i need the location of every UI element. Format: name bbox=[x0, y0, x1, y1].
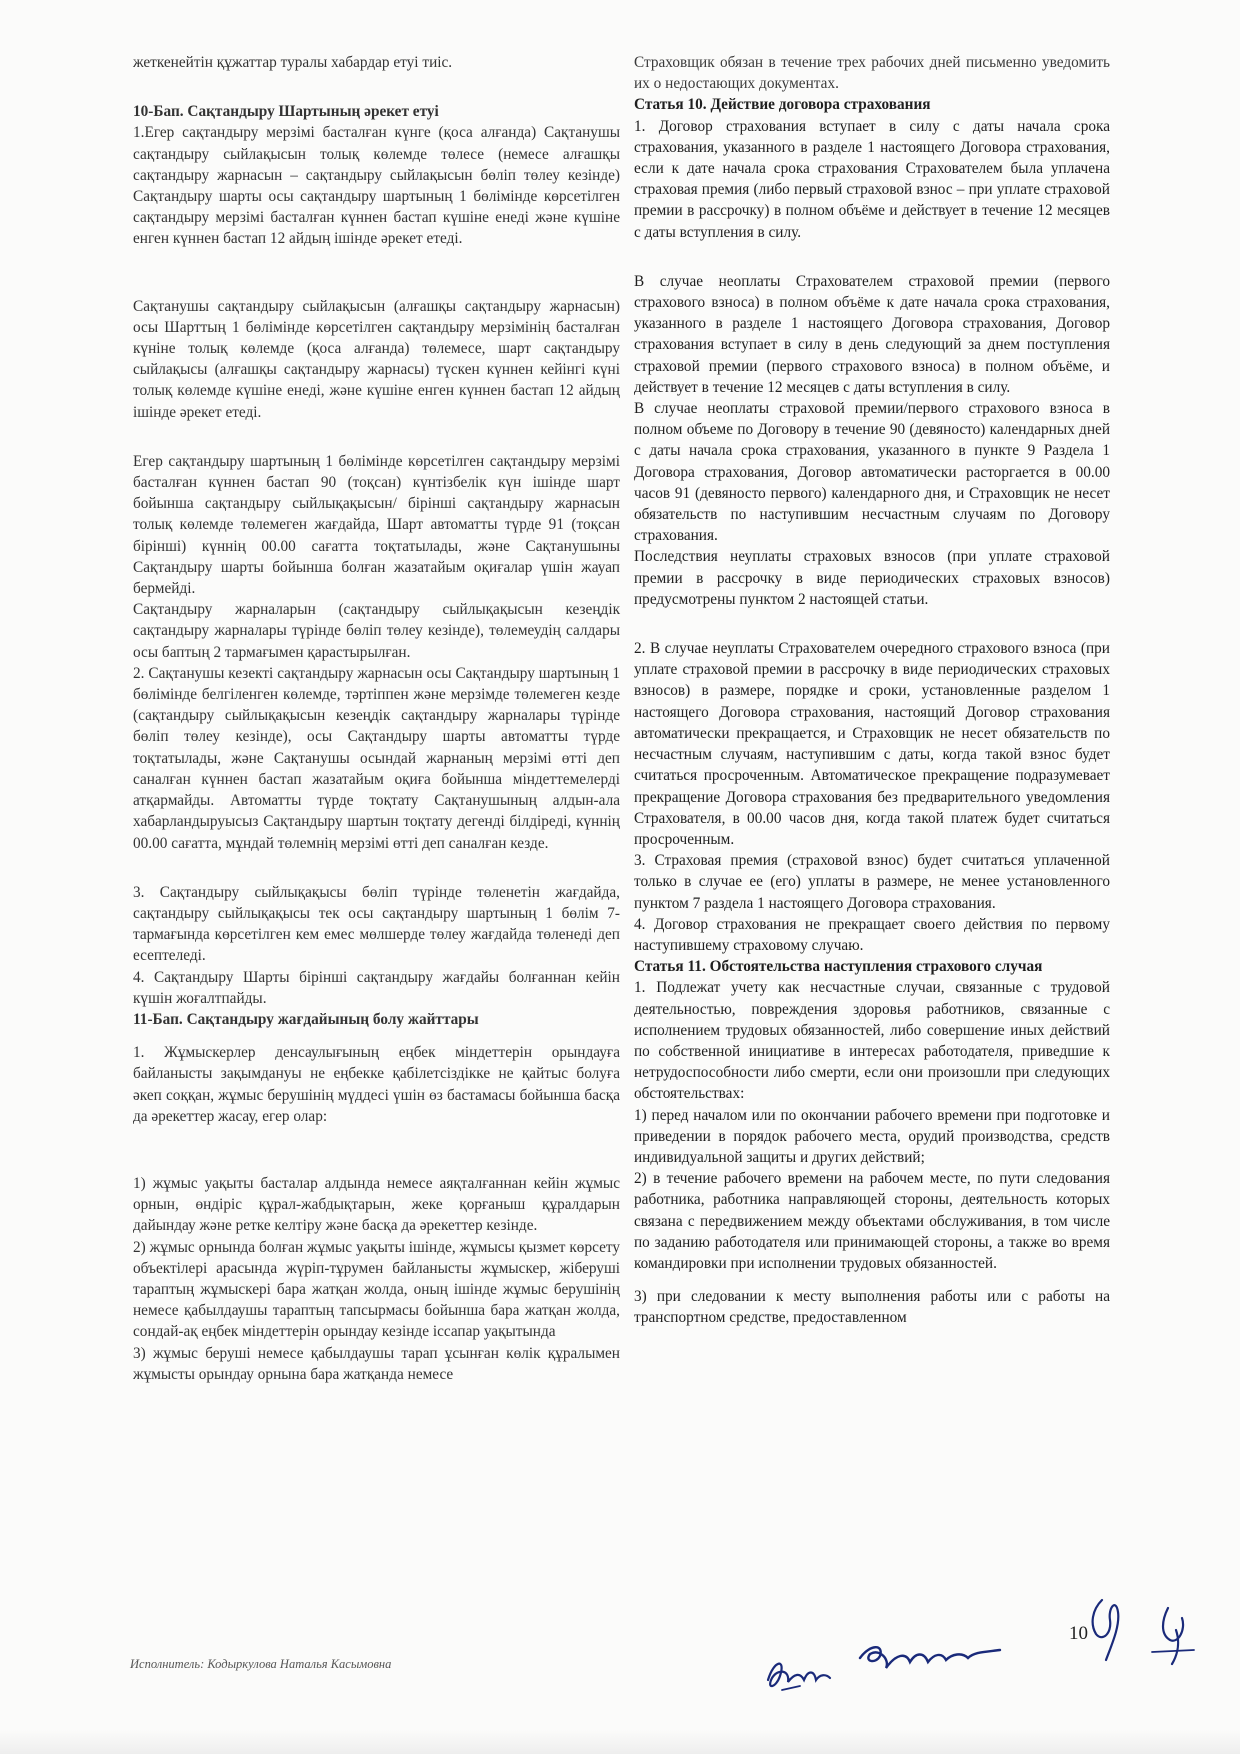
kz-art10-p5: 2. Сақтанушы кезекті сақтандыру жарнасын осы Сақтандыру шартының 1 бөлімінде белгіленген көлемде, тәртіппен және мерзімде төлемеген кезде (сақтандыру сыйлықақысын кезеңдік сақтандыру жарналары түрінде бөліп төлеу кезінде), осы Сақтандыру шарты автоматты түрде тоқтатылады, және Сақтанушы осындай жарнаның мерзімі өтті деп саналған күннен бастап жазатайым оқиға бойынша міндеттемелерді атқармайды. Автоматты түрде тоқтату Сақтанушының алдын-ала хабарландыруысыз Сақтандыру шартын тоқтату дегенді білдіреді, күннің 00.00 сағатта, мұндай төлемнің мерзімі өтті деп саналған кезде. bbox=[133, 664, 620, 852]
signature-left bbox=[760, 1640, 850, 1700]
ru-art10-p6: 3. Страховая премия (страховой взнос) будет считаться уплаченной только в случае ее (его) уплаты в размере, не менее установленного пунктом 7 раздела 1 настоящего Договора страхования. bbox=[634, 852, 1110, 912]
ru-art10-p3: В случае неоплаты страховой премии/первого страхового взноса в полном объеме по Договору в течение 90 (девяносто) календарных дней с даты начала срока страхования, указанного в пункте 9 Раздела 1 Договора страхования, Договор автоматически расторгается в 00.00 часов 91 (девяносто первого) календарного дня, и Страховщик не несет обязательств по наступившим несчастным случаям по Договору страхования. bbox=[634, 400, 1110, 545]
russian-column bbox=[634, 52, 1110, 1329]
ru-heading-article-10: Статья 10. Действие договора страхования bbox=[634, 96, 931, 114]
signature-right-initials bbox=[1082, 1590, 1212, 1670]
scan-bottom-edge bbox=[0, 1730, 1240, 1754]
ru-art10-p1: 1. Договор страхования вступает в силу с даты начала срока страхования, указанного в разделе 1 настоящего Договора страхования, если к дате начала срока страхования Страхователем была уплачена страховая премия (либо первый страховой взнос – при уплате страховой премии в рассрочку) в полном объёме и действует в течение 12 месяцев с даты вступления в силу. bbox=[634, 117, 1110, 241]
ru-heading-article-11: Статья 11. Обстоятельства наступления страхового случая bbox=[634, 958, 1043, 976]
kz-art10-p6: 3. Сақтандыру сыйлықақысы бөліп түрінде төленетін жағдайда, сақтандыру сыйлықақысы тек осы сақтандыру шартының 1 бөлім 7-тармағында көрсетілген кем емес мөлшерде төлеу жағдайда төленеді деп есептеледі. bbox=[133, 883, 620, 965]
kz-art10-p2: Сақтанушы сақтандыру сыйлақысын (алғашқы сақтандыру жарнасын) осы Шарттың 1 бөлімінде көрсетілген сақтандыру мерзімінің басталған күніне толық көлемде (қоса алғанда) төлемесе, шарт сақтандыру сыйлақысы (алғашқы сақтандыру жарнасы) түскен күннен кейінгі күні толық көлемде күшіне енеді, және күшіне енген күннен бастап 12 айдың ішінде әрекет етеді. bbox=[133, 297, 620, 421]
ru-art11-item2: 2) в течение рабочего времени на рабочем месте, по пути следования работника, работника направляющей стороны, деятельность которых связана с передвижением между объектами обслуживания, в том числе по заданию работодателя или принимающей стороны, а также во время командировки при исполнении трудовых обязанностей. bbox=[634, 1170, 1110, 1272]
ru-art11-item1: 1) перед началом или по окончании рабочего времени при подготовке и приведении в порядок рабочего места, орудий производства, средств индивидуальной защиты и других действий; bbox=[634, 1106, 1110, 1166]
kz-art10-p3: Егер сақтандыру шартының 1 бөлімінде көрсетілген сақтандыру мерзімі басталған күннен бастап 90 (тоқсан) күнтізбелік күн ішінде шарт бойынша сақтандыру сыйлықақысын/ бірінші сақтандыру жарнасын толық көлемде төлемеген жағдайда, Шарт автоматты түрде 91 (тоқсан бірінші) күннің 00.00 сағатта тоқтатылады, және Сақтанушыны Сақтандыру шарты бойынша болған жазатайым оқиғалар үшін жауап бермейді. bbox=[133, 452, 620, 598]
kz-art10-p7: 4. Сақтандыру Шарты бірінші сақтандыру жағдайы болғаннан кейін күшін жоғалтпайды. bbox=[133, 968, 620, 1007]
kz-art11-p1: 1. Жұмыскерлер денсаулығының еңбек міндеттерін орындауға байланысты зақымдануы не еңбекке қабілетсіздікке не қайтыс болуға әкеп соққан, жұмыс берушінің мүддесі үшін өз бастамасы бойынша басқа да әрекеттер жасау, егер олар: bbox=[133, 1044, 620, 1125]
kz-intro: жеткенейтін құжаттар туралы хабардар етуі тиіс. bbox=[133, 54, 453, 71]
kz-art10-p4: Сақтандыру жарналарын (сақтандыру сыйлықақысын кезеңдік сақтандыру жарналары түрінде бөліп төлеу кезінде), төлемеудің салдары осы баптың 2 тармағымен қарастырылған. bbox=[133, 601, 620, 661]
kz-heading-article-11: 11-Бап. Сақтандыру жағдайының болу жайттары bbox=[133, 1010, 479, 1028]
kz-art11-item2: 2) жұмыс орнында болған жұмыс уақыты ішінде, жұмысы қызмет көрсету объектілері арасында жүріп-тұрумен байланысты жұмыскер, жіберуші тараптың жұмыскері бара жатқан жолда, оның ішінде жұмыс берушінің немесе қабылдаушы тараптың тапсырмасы бойынша бара жатқан жолда, сондай-ақ еңбек міндеттерін орындау кезінде іссапар уақытында bbox=[133, 1238, 620, 1341]
kz-art11-item1: 1) жұмыс уақыты басталар алдында немесе аяқталғаннан кейін жұмыс орнын, өндіріс құрал-жабдықтарын, жеке қорғаныш құралдарын дайындау және ретке келтіру және басқа да әрекеттер кезінде. bbox=[133, 1174, 620, 1235]
ru-art10-p4: Последствия неуплаты страховых взносов (при уплате страховой премии в рассрочку в виде периодических страховых взносов) предусмотрены пунктом 2 настоящей статьи. bbox=[634, 548, 1110, 608]
kz-heading-article-10: 10-Бап. Сақтандыру Шартының әрекет етуі bbox=[133, 103, 439, 121]
ru-art10-p5: 2. В случае неуплаты Страхователем очередного страхового взноса (при уплате страховой премии в рассрочку в виде периодических страховых взносов) в размере, порядке и сроки, установленные разделом 1 настоящего Договора страхования, настоящий Договор страхования автоматически прекращается, и Страховщик не несет обязательств по несчастным случаям, наступившим с даты, когда такой взнос будет считаться просроченным. Автоматическое прекращение подразумевает прекращение Договора страхования без предварительного уведомления Страхователя, в 00.00 часов дня, когда такой платеж будет считаться просроченным. bbox=[634, 640, 1110, 848]
kz-art10-p1: 1.Егер сақтандыру мерзімі басталған күнге (қоса алғанда) Сақтанушы сақтандыру сыйлақысын толық көлемде төлесе (немесе алғашқы сақтандыру жарнасын – сақтандыру сыйлақысын бөліп төлеу кезінде) Сақтандыру шарты осы сақтандыру шартының 1 бөлімінде көрсетілген сақтандыру мерзімі басталған күннен бастап күшіне енеді және күшіне енген күннен бастап 12 айдың ішінде әрекет етеді. bbox=[133, 124, 620, 248]
kz-art11-item3: 3) жұмыс беруші немесе қабылдаушы тарап ұсынған көлік құралымен жұмысты орындау орнына бара жатқанда немесе bbox=[133, 1344, 620, 1383]
kazakh-column bbox=[133, 52, 620, 1385]
executor-line: Исполнитель: Кодыркулова Наталья Касымовна bbox=[130, 1657, 392, 1671]
page-number: 10 bbox=[1069, 1623, 1088, 1644]
ru-art10-p2: В случае неоплаты Страхователем страховой премии (первого страхового взноса) в полном объёме к дате начала срока страхования, указанного в разделе 1 настоящего Договора страхования, Договор страхования вступает в силу в день следующий за днем поступления страховой премии (первого страхового взноса) в полном объёме, и действует в течение 12 месяцев с даты вступления в силу. bbox=[634, 272, 1110, 396]
ru-intro: Страховщик обязан в течение трех рабочих дней письменно уведомить их о недостающих документах. bbox=[634, 54, 1110, 93]
ru-art11-p1: 1. Подлежат учету как несчастные случаи, связанные с трудовой деятельностью, повреждения здоровья работников, связанные с исполнением трудовых обязанностей, либо совершение иных действий по собственной инициативе в интересах работодателя, приведшие к нетрудоспособности либо смерти, если они произошли при следующих обстоятельствах: bbox=[634, 979, 1110, 1103]
ru-art10-p7: 4. Договор страхования не прекращает своего действия по первому наступившему страховому случаю. bbox=[634, 915, 1110, 954]
signature-center bbox=[850, 1630, 1010, 1690]
ru-art11-item3: 3) при следовании к месту выполнения работы или с работы на транспортном средстве, предоставленном bbox=[634, 1288, 1110, 1327]
